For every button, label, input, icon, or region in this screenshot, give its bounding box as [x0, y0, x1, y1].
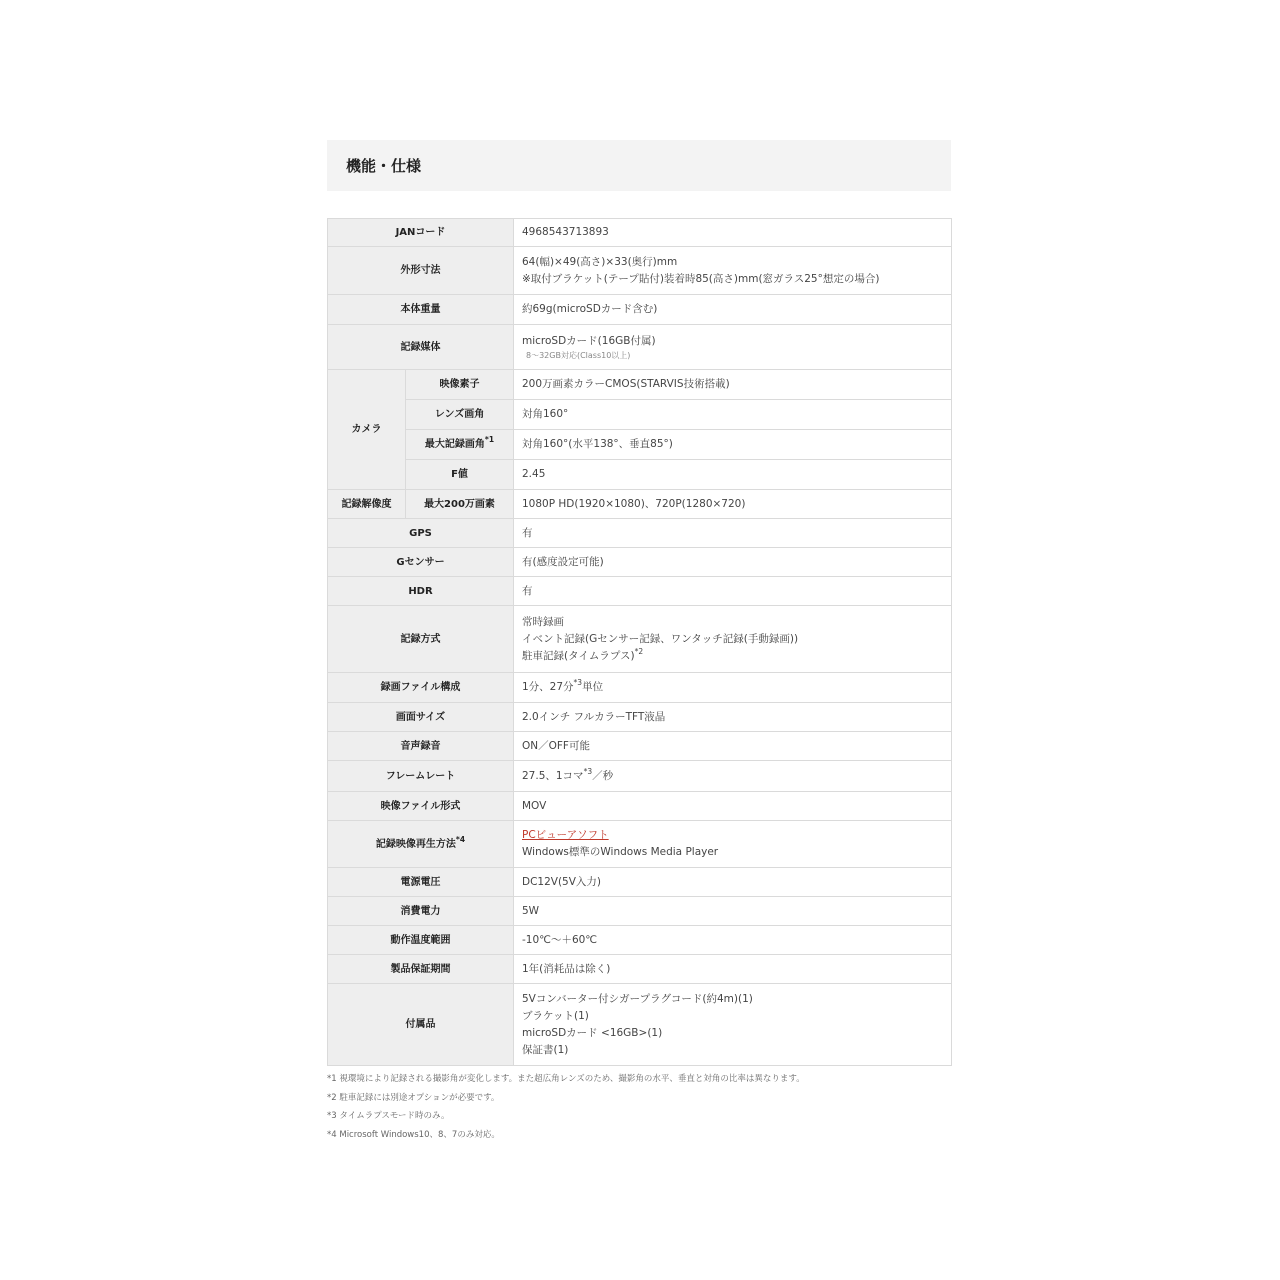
table-row — [328, 897, 952, 926]
table-row — [328, 400, 952, 430]
table-row — [328, 325, 952, 370]
spec-value-line: microSDカード(16GB付属) — [522, 334, 656, 347]
spec-label: 音声録音 — [328, 732, 514, 761]
spec-value — [514, 761, 952, 792]
spec-label: 消費電力 — [328, 897, 514, 926]
table-row — [328, 219, 952, 247]
spec-value — [514, 821, 952, 868]
spec-value-line — [522, 648, 943, 665]
table-row — [328, 247, 952, 295]
spec-value — [514, 673, 952, 703]
spec-label — [328, 821, 514, 868]
spec-section — [327, 140, 951, 1144]
spec-value-text: 単位 — [582, 681, 604, 693]
spec-value: 5W — [514, 897, 952, 926]
spec-label: フレームレート — [328, 761, 514, 792]
footnote: *2 駐車記録には別途オプションが必要です。 — [327, 1092, 500, 1103]
spec-label: 映像ファイル形式 — [328, 792, 514, 821]
spec-value-note: 8～32GB対応(Class10以上) — [526, 350, 631, 360]
spec-value — [514, 325, 952, 370]
spec-label — [406, 430, 514, 460]
spec-label-text: 最大記録画角 — [424, 439, 485, 450]
spec-label: HDR — [328, 577, 514, 606]
spec-value — [514, 247, 952, 295]
spec-label: 録画ファイル構成 — [328, 673, 514, 703]
footnote: *3 タイムラプスモード時のみ。 — [327, 1111, 450, 1121]
spec-label: 記録媒体 — [328, 325, 514, 370]
spec-value-line: Windows標準のWindows Media Player — [522, 846, 719, 858]
spec-value: 対角160°(水平138°、垂直85°) — [514, 430, 952, 460]
table-row — [328, 984, 952, 1066]
table-row — [328, 926, 952, 955]
table-row — [328, 606, 952, 673]
spec-value-text: 駐車記録(タイムラプス) — [522, 649, 635, 662]
spec-label-text: 記録映像再生方法 — [375, 838, 456, 850]
spec-label: 製品保証期間 — [328, 955, 514, 984]
footnote-mark: *4 — [455, 834, 466, 844]
spec-value: MOV — [514, 792, 952, 821]
spec-label: 映像素子 — [406, 370, 514, 400]
spec-label: 最大200万画素 — [406, 490, 514, 519]
spec-label: レンズ画角 — [406, 400, 514, 430]
spec-value: ON／OFF可能 — [514, 732, 952, 761]
table-row — [328, 519, 952, 548]
spec-value: 1080P HD(1920×1080)、720P(1280×720) — [514, 490, 952, 519]
table-row — [328, 868, 952, 897]
spec-value: 2.0インチ フルカラーTFT液晶 — [514, 703, 952, 732]
table-row — [328, 548, 952, 577]
spec-value: 1年(消耗品は除く) — [514, 955, 952, 984]
spec-value-text: 27.5、1コマ — [522, 769, 584, 782]
spec-label: 外形寸法 — [328, 247, 514, 295]
spec-label: 記録方式 — [328, 606, 514, 673]
spec-value-text: 1分、27分 — [522, 681, 574, 693]
table-row — [328, 490, 952, 519]
spec-value: 対角160° — [514, 400, 952, 430]
spec-table — [327, 218, 952, 1066]
table-row — [328, 430, 952, 460]
accessory-item: ブラケット(1) — [522, 1009, 589, 1022]
spec-value-line: ※取付ブラケット(テープ貼付)装着時85(高さ)mm(窓ガラス25°想定の場合) — [522, 272, 880, 285]
spec-label: 電源電圧 — [328, 868, 514, 897]
spec-group-label: カメラ — [328, 370, 406, 490]
spec-value-line: 64(幅)×49(高さ)×33(奥行)mm — [522, 255, 678, 268]
section-title: 機能・仕様 — [327, 140, 951, 191]
accessory-item: 5Vコンバーター付シガープラグコード(約4m)(1) — [522, 992, 753, 1005]
spec-label: F値 — [406, 460, 514, 490]
table-row — [328, 673, 952, 703]
spec-value: DC12V(5V入力) — [514, 868, 952, 897]
table-row — [328, 732, 952, 761]
table-row — [328, 761, 952, 792]
table-row — [328, 295, 952, 325]
table-row — [328, 460, 952, 490]
table-row — [328, 821, 952, 868]
footnote: *4 Microsoft Windows10、8、7のみ対応。 — [327, 1129, 500, 1140]
spec-value: 200万画素カラーCMOS(STARVIS技術搭載) — [514, 370, 952, 400]
spec-value: 有(感度設定可能) — [514, 548, 952, 577]
spec-value: -10℃～＋60℃ — [514, 926, 952, 955]
footnote: *1 視環境により記録される撮影角が変化します。また超広角レンズのため、撮影角の水平、垂直と対角の比率は異なります。 — [327, 1074, 805, 1084]
table-row — [328, 792, 952, 821]
spec-value-line: 常時録画 — [522, 615, 564, 628]
spec-value-text: ／秒 — [592, 769, 614, 782]
spec-value: 4968543713893 — [514, 219, 952, 247]
spec-value: 2.45 — [514, 460, 952, 490]
spec-value: 有 — [514, 577, 952, 606]
spec-value — [514, 606, 952, 673]
spec-value: 約69g(microSDカード含む) — [514, 295, 952, 325]
spec-label: 画面サイズ — [328, 703, 514, 732]
spec-label: Gセンサー — [328, 548, 514, 577]
accessory-item: 保証書(1) — [522, 1043, 569, 1056]
table-row — [328, 703, 952, 732]
footnote-mark: *3 — [573, 678, 583, 687]
spec-value-line: イベント記録(Gセンサー記録、ワンタッチ記録(手動録画)) — [522, 632, 799, 645]
footnote-mark: *1 — [484, 435, 495, 444]
spec-label: 動作温度範囲 — [328, 926, 514, 955]
footnote-mark: *2 — [634, 646, 644, 656]
spec-label: GPS — [328, 519, 514, 548]
spec-label: 付属品 — [328, 984, 514, 1066]
footnote-mark: *3 — [583, 766, 593, 776]
spec-group-label: 記録解像度 — [328, 490, 406, 519]
accessory-item: microSDカード <16GB>(1) — [522, 1026, 663, 1039]
footnotes — [327, 1070, 951, 1144]
spec-label: JANコード — [328, 219, 514, 247]
table-row — [328, 577, 952, 606]
table-row — [328, 955, 952, 984]
pc-viewer-link[interactable]: PCビューアソフト — [522, 829, 609, 841]
spec-value: 有 — [514, 519, 952, 548]
spec-label: 本体重量 — [328, 295, 514, 325]
spec-value — [514, 984, 952, 1066]
table-row — [328, 370, 952, 400]
